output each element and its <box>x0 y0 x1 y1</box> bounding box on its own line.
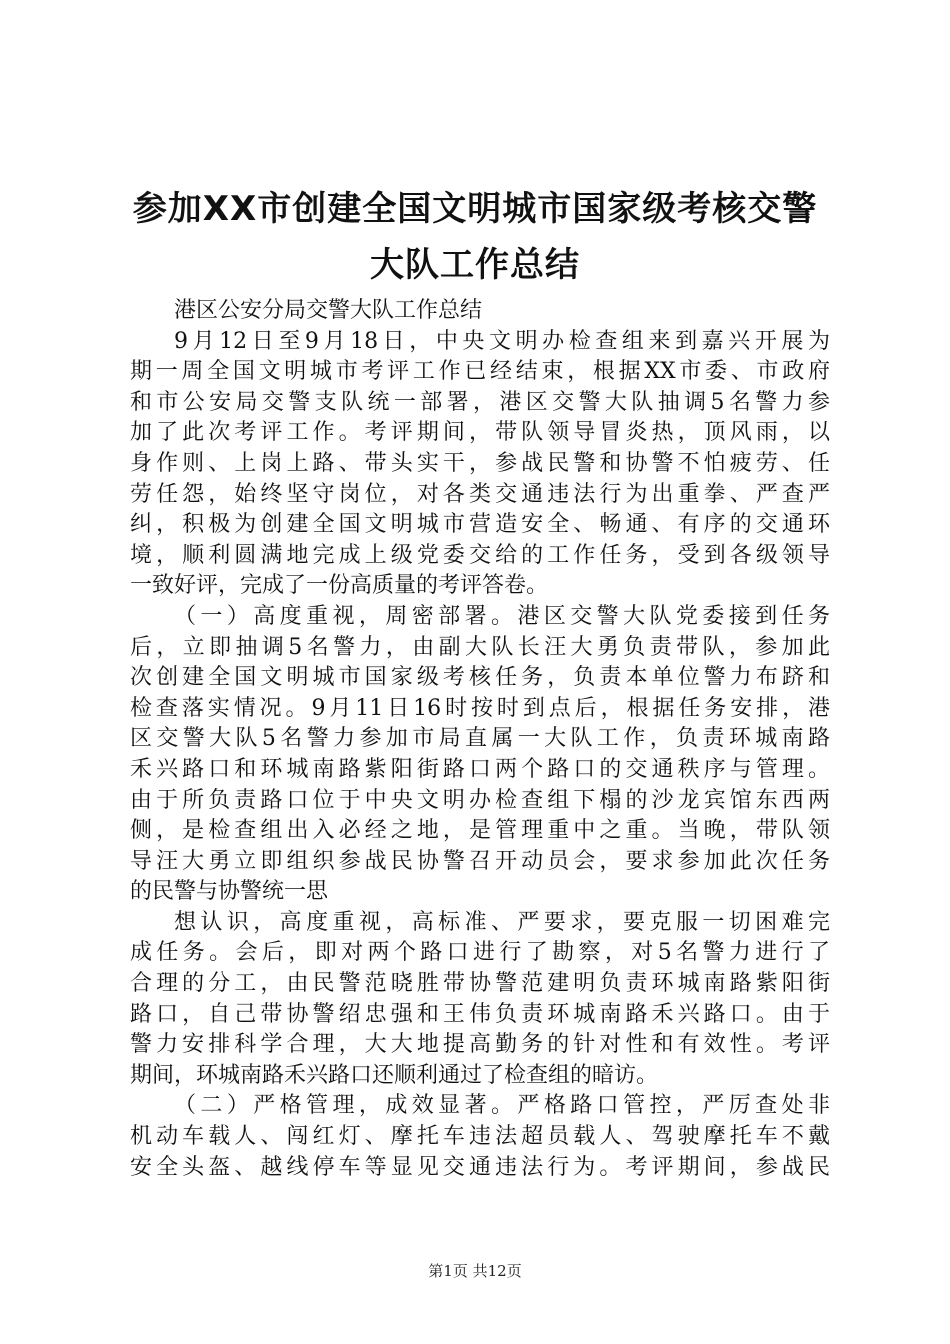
paragraph-line: 和市公安局交警支队统一部署，港区交警大队抽调5名警力参 <box>130 389 830 415</box>
document-title-line-2: 大队工作总结 <box>370 245 580 285</box>
paragraph-line: 劳任怨，始终坚守岗位，对各类交通违法行为出重拳、严查严 <box>130 481 830 507</box>
document-body <box>130 296 830 1183</box>
paragraph-line: 由于所负责路口位于中央文明办检查组下榻的沙龙宾馆东西两 <box>130 787 830 813</box>
paragraph-line: 想认识，高度重视，高标准、严要求，要克服一切困难完 <box>174 909 830 935</box>
paragraph-line: 的民警与协警统一思 <box>130 879 329 905</box>
document-title-line-1: 参加XX市创建全国文明城市国家级考核交警 <box>132 189 818 229</box>
paragraph-line: 路口，自己带协警绍忠强和王伟负责环城南路禾兴路口。由于 <box>130 1001 830 1027</box>
paragraph-line: （二）严格管理，成效显著。严格路口管控，严厉查处非 <box>174 1093 830 1119</box>
paragraph-line: 期间，环城南路禾兴路口还顺利通过了检查组的暗访。 <box>130 1062 659 1088</box>
paragraph-line: 加了此次考评工作。考评期间，带队领导冒炎热，顶风雨，以 <box>130 420 830 446</box>
paragraph-line: （一）高度重视，周密部署。港区交警大队党委接到任务 <box>174 603 830 629</box>
paragraph-line: 期一周全国文明城市考评工作已经结束，根据XX市委、市政府 <box>130 359 830 385</box>
paragraph-line: 机动车载人、闯红灯、摩托车违法超员载人、驾驶摩托车不戴 <box>130 1124 830 1150</box>
paragraph-line: 导汪大勇立即组织参战民协警召开动员会，要求参加此次任务 <box>130 848 830 874</box>
paragraph-line: 禾兴路口和环城南路紫阳街路口两个路口的交通秩序与管理。 <box>130 756 830 782</box>
paragraph-line: 安全头盔、越线停车等显见交通违法行为。考评期间，参战民 <box>130 1154 830 1180</box>
paragraph-line: 后，立即抽调5名警力，由副大队长汪大勇负责带队，参加此 <box>130 634 830 660</box>
paragraph-line: 检查落实情况。9月11日16时按时到点后，根据任务安排，港 <box>130 695 830 721</box>
paragraph-line: 一致好评，完成了一份高质量的考评答卷。 <box>130 573 549 599</box>
subtitle-line: 港区公安分局交警大队工作总结 <box>174 298 483 323</box>
paragraph-line: 9月12日至9月18日，中央文明办检查组来到嘉兴开展为 <box>174 328 830 354</box>
paragraph-line: 合理的分工，由民警范晓胜带协警范建明负责环城南路紫阳街 <box>130 971 830 997</box>
paragraph-line: 身作则、上岗上路、带头实干，参战民警和协警不怕疲劳、任 <box>130 450 830 476</box>
paragraph-line: 警力安排科学合理，大大地提高勤务的针对性和有效性。考评 <box>130 1032 830 1058</box>
paragraph-line: 成任务。会后，即对两个路口进行了勘察，对5名警力进行了 <box>130 940 830 966</box>
paragraph-line: 境，顺利圆满地完成上级党委交给的工作任务，受到各级领导 <box>130 542 830 568</box>
paragraph-line: 次创建全国文明城市国家级考核任务，负责本单位警力布跻和 <box>130 665 830 691</box>
page-footer: 第1页 共12页 <box>428 1262 522 1280</box>
paragraph-line: 区交警大队5名警力参加市局直属一大队工作，负责环城南路 <box>130 726 830 752</box>
paragraph-line: 纠，积极为创建全国文明城市营造安全、畅通、有序的交通环 <box>130 512 830 538</box>
paragraph-line: 侧，是检查组出入必经之地，是管理重中之重。当晚，带队领 <box>130 818 830 844</box>
